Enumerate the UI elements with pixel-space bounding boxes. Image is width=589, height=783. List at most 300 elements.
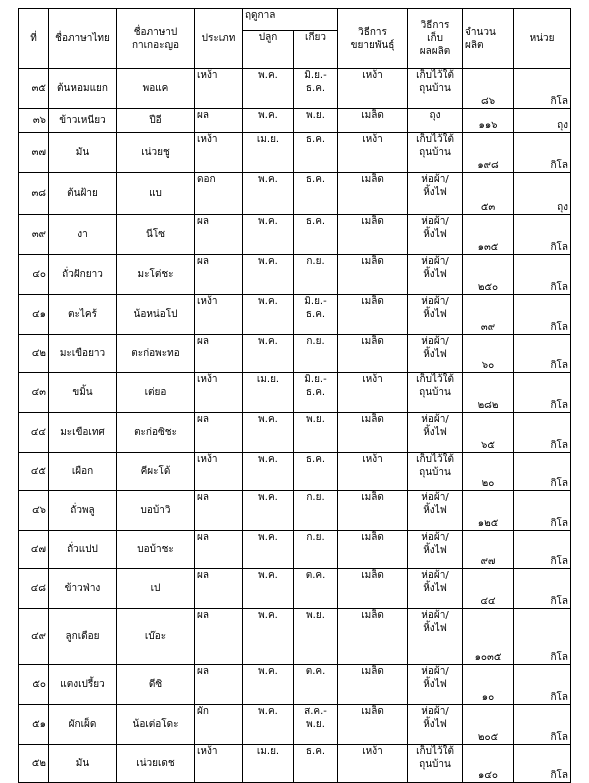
cell-thai-name [49, 69, 117, 109]
plant-month: เม.ย. [256, 134, 280, 145]
crop-type: ผล [197, 414, 209, 425]
row-number: ๔๖ [32, 505, 46, 516]
cell-type [195, 665, 243, 705]
quantity: ๑๐ [481, 692, 495, 703]
unit: กิโล [550, 596, 569, 607]
thai-name: ต้นฝ้าย [67, 188, 98, 199]
karen-name: แบ [149, 188, 162, 199]
cell-quantity [463, 665, 514, 705]
header-store-line1: วิธีการ [420, 20, 450, 31]
quantity: ๓๙ [480, 322, 496, 333]
cell-karen-name [117, 69, 195, 109]
cell-storage [408, 491, 463, 531]
thai-name: มะเขือยาว [59, 348, 106, 359]
cell-thai-name [49, 173, 117, 215]
karen-name: ตะก่อซิชะ [134, 427, 177, 438]
cell-storage [408, 255, 463, 295]
storage-line1: ห่อผ้า/ [421, 174, 449, 185]
cell-plant [243, 173, 294, 215]
propagation: เมล็ด [361, 110, 384, 121]
cell-harvest [294, 745, 338, 783]
cell-no [19, 255, 49, 295]
cell-quantity [463, 133, 514, 173]
unit: กิโล [550, 160, 569, 171]
cell-propagation [338, 413, 408, 453]
cell-storage [408, 665, 463, 705]
crop-type: เหง้า [197, 374, 218, 385]
crop-type: เหง้า [197, 134, 218, 145]
cell-storage [408, 705, 463, 745]
propagation: เมล็ด [361, 256, 384, 267]
cell-unit [514, 133, 571, 173]
cell-storage [408, 609, 463, 665]
cell-propagation [338, 109, 408, 133]
propagation: เมล็ด [361, 706, 384, 717]
quantity: ๒๕๐ [477, 282, 499, 293]
cell-type [195, 491, 243, 531]
row-number: ๓๗ [31, 147, 46, 158]
karen-name: เบ๊อะ [144, 631, 167, 642]
karen-name: คีผะโด้ [140, 466, 171, 477]
cell-propagation [338, 609, 408, 665]
plant-month: พ.ค. [258, 70, 278, 81]
quantity: ๒๘๒ [477, 400, 499, 411]
cell-storage [408, 215, 463, 255]
row-number: ๔๒ [31, 348, 46, 359]
header-karen-line2: กาเกอะญอ [131, 39, 180, 51]
table-row [19, 453, 571, 491]
cell-karen-name [117, 531, 195, 569]
cell-harvest [294, 609, 338, 665]
crop-type: ผล [197, 610, 209, 621]
cell-no [19, 133, 49, 173]
cell-no [19, 173, 49, 215]
thai-name: ขมิ้น [72, 387, 93, 398]
cell-no [19, 665, 49, 705]
cell-unit [514, 215, 571, 255]
cell-karen-name [117, 215, 195, 255]
harvest-line1: พ.ย. [306, 610, 325, 621]
plant-month: เม.ย. [256, 746, 280, 757]
storage-line2: หิ้งไฟ [423, 623, 447, 634]
cell-type [195, 295, 243, 335]
cell-karen-name [117, 413, 195, 453]
plant-month: พ.ค. [258, 706, 278, 717]
cell-harvest [294, 215, 338, 255]
cell-no [19, 295, 49, 335]
row-number: ๔๕ [30, 466, 46, 477]
storage-line1: เก็บไว้ใต้ [416, 454, 454, 465]
thai-name: ถั่วพลู [70, 505, 95, 516]
storage-line2: หิ้งไฟ [423, 427, 447, 438]
header-row-1 [19, 9, 571, 31]
harvest-line2: พ.ย. [306, 719, 325, 730]
cell-karen-name [117, 335, 195, 373]
cell-propagation [338, 453, 408, 491]
table-row [19, 173, 571, 215]
storage-line2: หิ้งไฟ [423, 229, 447, 240]
cell-quantity [463, 569, 514, 609]
plant-month: พ.ค. [258, 336, 278, 347]
cell-storage [408, 173, 463, 215]
cell-no [19, 453, 49, 491]
cell-propagation [338, 173, 408, 215]
thai-name: ต้นหอมแยก [57, 83, 108, 94]
cell-no [19, 609, 49, 665]
cell-quantity [463, 335, 514, 373]
plant-month: พ.ค. [258, 414, 278, 425]
karen-name: เน่วยชู [141, 147, 170, 158]
cell-plant [243, 665, 294, 705]
thai-name: ถั่วฝักยาว [62, 269, 103, 280]
cell-unit [514, 609, 571, 665]
cell-propagation [338, 133, 408, 173]
propagation: เมล็ด [361, 532, 384, 543]
cell-propagation [338, 745, 408, 783]
cell-storage [408, 413, 463, 453]
cell-no [19, 335, 49, 373]
cell-quantity [463, 531, 514, 569]
cell-karen-name [117, 295, 195, 335]
thai-name: ข้าวเหนียว [59, 115, 106, 126]
cell-type [195, 109, 243, 133]
storage-line2: หิ้งไฟ [423, 679, 447, 690]
header-qty-line1: จำนวน [465, 26, 496, 38]
cell-quantity [463, 295, 514, 335]
crop-type: ดอก [197, 174, 216, 185]
quantity: ๑๔๐ [478, 770, 499, 781]
karen-name: ปือี [149, 115, 162, 126]
cell-karen-name [117, 609, 195, 665]
cell-storage [408, 335, 463, 373]
table-row [19, 569, 571, 609]
cell-thai-name [49, 705, 117, 745]
row-number: ๓๖ [32, 115, 46, 126]
cell-karen-name [117, 255, 195, 295]
unit: กิโล [550, 518, 569, 529]
cell-thai-name [49, 373, 117, 413]
header-harvest: เกี่ยว [294, 31, 338, 69]
unit: ถุง [557, 202, 569, 213]
cell-quantity [463, 215, 514, 255]
propagation: เหง้า [362, 70, 383, 81]
plant-month: พ.ค. [258, 610, 278, 621]
propagation: เมล็ด [361, 610, 384, 621]
header-qty-line2: ผลิต [465, 39, 484, 51]
storage-line1: ห่อผ้า/ [421, 216, 449, 227]
cell-plant [243, 413, 294, 453]
harvest-line2: ธ.ค. [305, 387, 326, 398]
quantity: ๖๐ [481, 360, 495, 371]
thai-name: มัน [75, 147, 90, 158]
cell-quantity [463, 609, 514, 665]
header-thai-name: ชื่อภาษาไทย [49, 9, 117, 69]
crop-type: ผล [197, 336, 209, 347]
karen-name: เน่วยเดช [136, 758, 175, 769]
cell-quantity [463, 491, 514, 531]
unit: กิโล [550, 770, 569, 781]
table-row [19, 109, 571, 133]
cell-propagation [338, 491, 408, 531]
row-number: ๓๕ [31, 83, 46, 94]
cell-type [195, 531, 243, 569]
cell-thai-name [49, 665, 117, 705]
storage-line2: หิ้งไฟ [423, 187, 447, 198]
cell-unit [514, 255, 571, 295]
propagation: เหง้า [362, 134, 383, 145]
cell-thai-name [49, 531, 117, 569]
cell-plant [243, 531, 294, 569]
cell-quantity [463, 413, 514, 453]
header-type: ประเภท [195, 9, 243, 69]
cell-thai-name [49, 255, 117, 295]
table-body [19, 69, 571, 783]
storage-line1: เก็บไว้ใต้ [416, 134, 454, 145]
row-number: ๔๗ [30, 544, 46, 555]
cell-unit [514, 665, 571, 705]
table-row [19, 255, 571, 295]
harvest-line2: ธ.ค. [305, 309, 326, 320]
karen-name: เต่ยอ [144, 387, 167, 398]
harvest-line1: พ.ย. [306, 414, 325, 425]
harvest-line1: พ.ย. [306, 110, 325, 121]
propagation: เมล็ด [361, 336, 384, 347]
cell-karen-name [117, 491, 195, 531]
thai-name: ผักเผ็ด [68, 719, 97, 730]
harvest-line1: ต.ค. [305, 666, 326, 677]
propagation: เหง้า [362, 374, 383, 385]
cell-harvest [294, 373, 338, 413]
cell-type [195, 609, 243, 665]
cell-quantity [463, 69, 514, 109]
table-row [19, 531, 571, 569]
plant-month: พ.ค. [258, 296, 278, 307]
cell-storage [408, 453, 463, 491]
cell-unit [514, 413, 571, 453]
cell-harvest [294, 69, 338, 109]
thai-name: งา [77, 229, 88, 240]
cell-type [195, 413, 243, 453]
plant-month: พ.ค. [258, 666, 278, 677]
harvest-line1: ก.ย. [306, 492, 325, 503]
unit: ถุง [557, 120, 569, 131]
cell-quantity [463, 373, 514, 413]
row-number: ๕๐ [32, 679, 46, 690]
row-number: ๔๐ [32, 269, 46, 280]
cell-harvest [294, 665, 338, 705]
thai-name: ตะไคร้ [68, 309, 97, 320]
table-row [19, 609, 571, 665]
plant-month: พ.ค. [258, 110, 278, 121]
cell-no [19, 745, 49, 783]
crop-type: ผล [197, 216, 209, 227]
cell-plant [243, 373, 294, 413]
cell-type [195, 705, 243, 745]
cell-plant [243, 569, 294, 609]
storage-line2: หิ้งไฟ [423, 583, 447, 594]
cell-plant [243, 745, 294, 783]
crop-table [18, 8, 571, 783]
row-number: ๔๓ [31, 387, 46, 398]
cell-plant [243, 69, 294, 109]
plant-month: พ.ค. [258, 570, 278, 581]
propagation: เมล็ด [361, 570, 384, 581]
karen-name: ตะก่อพะทอ [131, 348, 180, 359]
row-number: ๓๙ [31, 229, 46, 240]
propagation: เหง้า [362, 746, 383, 757]
cell-storage [408, 69, 463, 109]
cell-quantity [463, 255, 514, 295]
quantity: ๔๔ [480, 596, 496, 607]
cell-thai-name [49, 295, 117, 335]
cell-harvest [294, 295, 338, 335]
unit: กิโล [550, 96, 569, 107]
row-number: ๕๒ [31, 758, 46, 769]
thai-name: เผือก [71, 466, 94, 477]
harvest-line1: ธ.ค. [305, 454, 326, 465]
storage-line1: ห่อผ้า/ [421, 570, 449, 581]
storage-line2: หิ้งไฟ [423, 269, 447, 280]
cell-unit [514, 453, 571, 491]
header-store-line3: ผลผลิต [419, 46, 451, 57]
karen-name: บอบ้าชะ [137, 544, 174, 555]
cell-unit [514, 491, 571, 531]
cell-storage [408, 569, 463, 609]
cell-propagation [338, 569, 408, 609]
cell-storage [408, 745, 463, 783]
cell-type [195, 133, 243, 173]
cell-no [19, 69, 49, 109]
row-number: ๕๑ [32, 719, 46, 730]
header-propagation [338, 9, 408, 69]
cell-propagation [338, 665, 408, 705]
cell-quantity [463, 453, 514, 491]
cell-quantity [463, 745, 514, 783]
karen-name: น้อหน่อโป [133, 309, 178, 320]
unit: กิโล [550, 322, 569, 333]
cell-type [195, 373, 243, 413]
quantity: ๑๙๘ [477, 160, 499, 171]
storage-line1: ถุง [429, 110, 441, 121]
cell-thai-name [49, 745, 117, 783]
cell-karen-name [117, 745, 195, 783]
propagation: เหง้า [362, 454, 383, 465]
row-number: ๔๙ [31, 631, 46, 642]
cell-harvest [294, 453, 338, 491]
crop-type: เหง้า [197, 746, 218, 757]
plant-month: พ.ค. [258, 492, 278, 503]
cell-type [195, 335, 243, 373]
cell-type [195, 173, 243, 215]
quantity: ๒๐ [481, 478, 495, 489]
row-number: ๔๔ [30, 427, 46, 438]
cell-storage [408, 531, 463, 569]
cell-unit [514, 295, 571, 335]
table-row [19, 705, 571, 745]
thai-name: แตงเปรี้ยว [60, 679, 105, 690]
karen-name: เป [150, 583, 161, 594]
cell-quantity [463, 109, 514, 133]
table-row [19, 295, 571, 335]
cell-no [19, 215, 49, 255]
plant-month: พ.ค. [258, 216, 278, 227]
storage-line2: ถุนบ้าน [419, 467, 451, 478]
thai-name: มะเขือเทศ [60, 427, 105, 438]
header-prop-line2: ขยายพันธุ์ [350, 39, 395, 51]
cell-propagation [338, 373, 408, 413]
storage-line1: ห่อผ้า/ [421, 610, 449, 621]
harvest-line1: ก.ย. [306, 336, 325, 347]
cell-harvest [294, 335, 338, 373]
cell-unit [514, 531, 571, 569]
cell-plant [243, 491, 294, 531]
crop-type: ผล [197, 256, 209, 267]
cell-storage [408, 133, 463, 173]
cell-plant [243, 705, 294, 745]
quantity: ๕๓ [480, 202, 496, 213]
header-prop-line1: วิธีการ [358, 26, 387, 38]
cell-no [19, 569, 49, 609]
table-row [19, 215, 571, 255]
crop-type: ผล [197, 110, 209, 121]
header-storage [408, 9, 463, 69]
harvest-line1: ต.ค. [305, 570, 326, 581]
propagation: เมล็ด [361, 216, 384, 227]
cell-no [19, 491, 49, 531]
table-row [19, 745, 571, 783]
row-number: ๔๑ [32, 309, 46, 320]
cell-type [195, 569, 243, 609]
cell-plant [243, 453, 294, 491]
crop-type: ผัก [197, 706, 209, 717]
quantity: ๑๑๖ [478, 120, 498, 131]
cell-type [195, 745, 243, 783]
cell-thai-name [49, 569, 117, 609]
storage-line2: ถุนบ้าน [419, 387, 451, 398]
cell-karen-name [117, 373, 195, 413]
cell-thai-name [49, 109, 117, 133]
cell-harvest [294, 569, 338, 609]
cell-thai-name [49, 453, 117, 491]
storage-line2: หิ้งไฟ [423, 505, 447, 516]
unit: กิโล [550, 360, 569, 371]
storage-line2: ถุนบ้าน [419, 759, 451, 770]
storage-line2: ถุนบ้าน [419, 147, 451, 158]
row-number: ๔๘ [30, 583, 46, 594]
cell-unit [514, 69, 571, 109]
harvest-line1: มิ.ย.- [304, 374, 327, 385]
cell-harvest [294, 531, 338, 569]
storage-line1: ห่อผ้า/ [421, 532, 449, 543]
storage-line2: หิ้งไฟ [423, 309, 447, 320]
cell-thai-name [49, 491, 117, 531]
cell-storage [408, 373, 463, 413]
table-row [19, 335, 571, 373]
propagation: เมล็ด [361, 296, 384, 307]
table-row [19, 69, 571, 109]
crop-type: ผล [197, 532, 209, 543]
header-karen-name [117, 9, 195, 69]
unit: กิโล [550, 652, 569, 663]
quantity: ๙๗ [480, 556, 496, 567]
quantity: ๒๐๕ [477, 732, 499, 743]
header-karen-line1: ชื่อภาษาป [133, 26, 178, 38]
crop-type: เหง้า [197, 296, 218, 307]
quantity: ๑๓๕ [477, 242, 499, 253]
cell-propagation [338, 705, 408, 745]
cell-quantity [463, 705, 514, 745]
thai-name: มัน [75, 758, 90, 769]
